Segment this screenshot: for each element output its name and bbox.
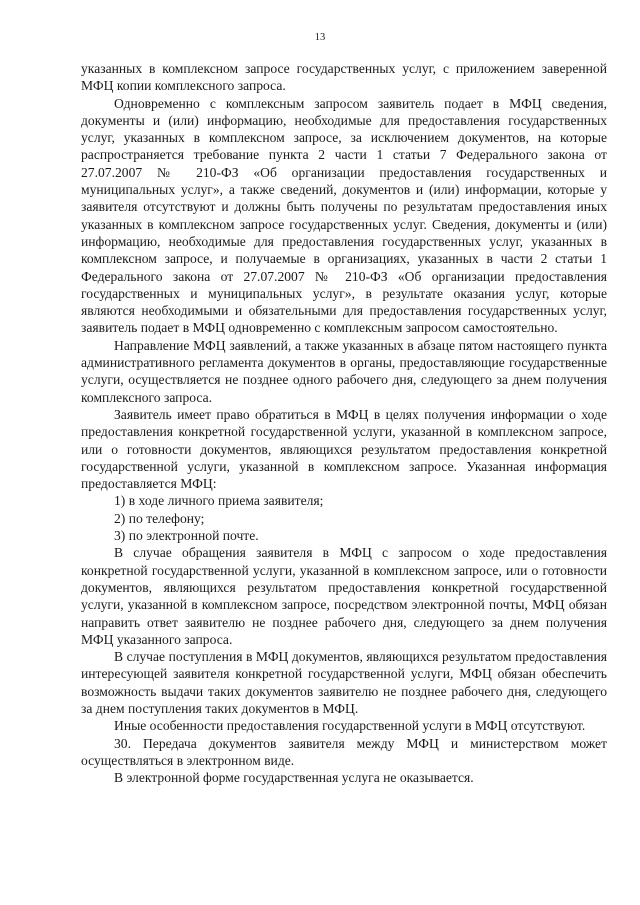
paragraph-electronic-form: В электронной форме государственная услуга не оказывается.: [114, 770, 474, 786]
paragraph-item-30: 30. Передача документов заявителя между МФЦ и министерством может осуществляться в электронном виде.: [81, 735, 607, 768]
paragraph-other-features: Иные особенности предоставления государственной услуги в МФЦ отсутствуют.: [114, 718, 586, 734]
paragraph-document-issue: В случае поступления в МФЦ документов, являющихся результатом предоставления интересующей заявителя конкретной государственной услуги, МФЦ обязан обеспечить возможность выдачи таких документов заявителю не позднее рабочего дня, следующего за днем поступления таких документов в МФЦ.: [81, 649, 607, 716]
list-item-phone: 2) по телефону;: [114, 510, 205, 526]
document-body: [81, 60, 607, 786]
list-item-personal-visit: 1) в ходе личного приема заявителя;: [114, 493, 324, 509]
paragraph-continuation: указанных в комплексном запросе государственных услуг, с приложением заверенной МФЦ копии комплексного запроса.: [81, 61, 607, 94]
paragraph-email-response: В случае обращения заявителя в МФЦ с запросом о ходе предоставления конкретной государственной услуги, указанной в комплексном запросе, или о готовности документов, являющихся результатом предоставления конкретной государственной услуги, указанной в комплексном запросе, посредством электронной почты, МФЦ обязан направить ответ заявителю не позднее рабочего дня, следующего за днем получения МФЦ указанного запроса.: [81, 545, 607, 647]
paragraph-complex-request-documents: Одновременно с комплексным запросом заявитель подает в МФЦ сведения, документы и (или) информацию, необходимые для предоставления государственных услуг, указанных в комплексном запросе, за исключением документов, на которые распространяется требование пункта 2 части 1 статьи 7 Федерального закона от 27.07.2007 № 210-ФЗ «Об организации предоставления государственных и муниципальных услуг», а также сведений, документов и (или) информации, которые у заявителя отсутствуют и должны быть получены по результатам предоставления иных указанных в комплексном запросе государственных услуг. Сведения, документы и (или) информацию, необходимые для предоставления государственных услуг, указанных в комплексном запросе, и получаемые в организациях, указанных в части 2 статьи 1 Федерального закона от 27.07.2007 № 210-ФЗ «Об организации предоставления государственных и муниципальных услуг», в результате оказания услуг, которые являются необходимыми и обязательными для предоставления государственных услуг, заявитель подает в МФЦ одновременно с комплексным запросом самостоятельно.: [81, 95, 607, 336]
paragraph-info-rights: Заявитель имеет право обратиться в МФЦ в целях получения информации о ходе предоставления конкретной государственной услуги, указанной в комплексном запросе, или о готовности документов, являющихся результатом предоставления конкретной государственной услуги, указанной в комплексном запросе. Указанная информация предоставляется МФЦ:: [81, 406, 607, 492]
list-item-email: 3) по электронной почте.: [114, 528, 259, 544]
page-number: 13: [314, 32, 326, 43]
paragraph-mfc-sending: Направление МФЦ заявлений, а также указанных в абзаце пятом настоящего пункта административного регламента документов в органы, предоставляющие государственные услуги, осуществляется не позднее одного рабочего дня, следующего за днем получения комплексного запроса.: [81, 337, 607, 405]
